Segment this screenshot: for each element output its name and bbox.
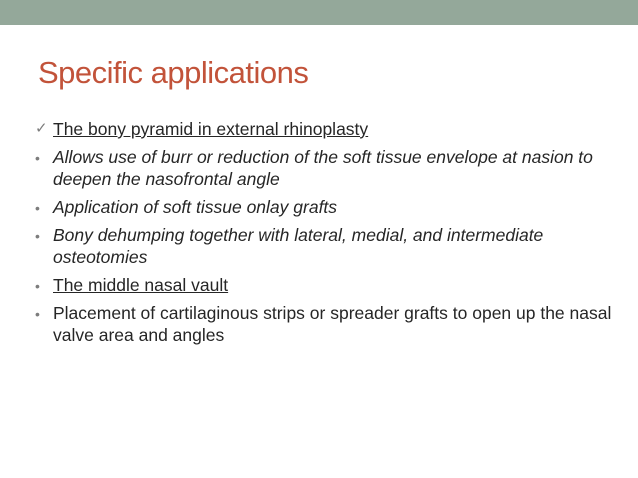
- bullet-item: [34, 274, 624, 296]
- bullet-item: [34, 146, 624, 190]
- bullet-dot-icon: •: [35, 278, 40, 294]
- bullet-text: Bony dehumping together with lateral, medial, and intermediate osteotomies: [53, 225, 544, 267]
- bullet-dot-icon: •: [35, 306, 40, 322]
- bullet-text: The bony pyramid in external rhinoplasty: [53, 119, 369, 139]
- bullet-item: [34, 224, 624, 268]
- bullet-text: The middle nasal vault: [53, 275, 229, 295]
- bullet-item: [34, 302, 624, 346]
- bullet-text: Application of soft tissue onlay grafts: [53, 197, 338, 217]
- bullet-list: [34, 118, 624, 352]
- bullet-text: Allows use of burr or reduction of the soft tissue envelope at nasion to deepen the nasofrontal angle: [53, 147, 593, 189]
- bullet-text: Placement of cartilaginous strips or spreader grafts to open up the nasal valve area and angles: [53, 303, 612, 345]
- bullet-dot-icon: •: [35, 200, 40, 216]
- bullet-dot-icon: •: [35, 228, 40, 244]
- header-band: [0, 0, 638, 25]
- bullet-dot-icon: •: [35, 150, 40, 166]
- bullet-item: [34, 196, 624, 218]
- slide-title: Specific applications: [38, 55, 309, 90]
- bullet-item: [34, 118, 624, 140]
- checkmark-icon: ✓: [35, 120, 48, 137]
